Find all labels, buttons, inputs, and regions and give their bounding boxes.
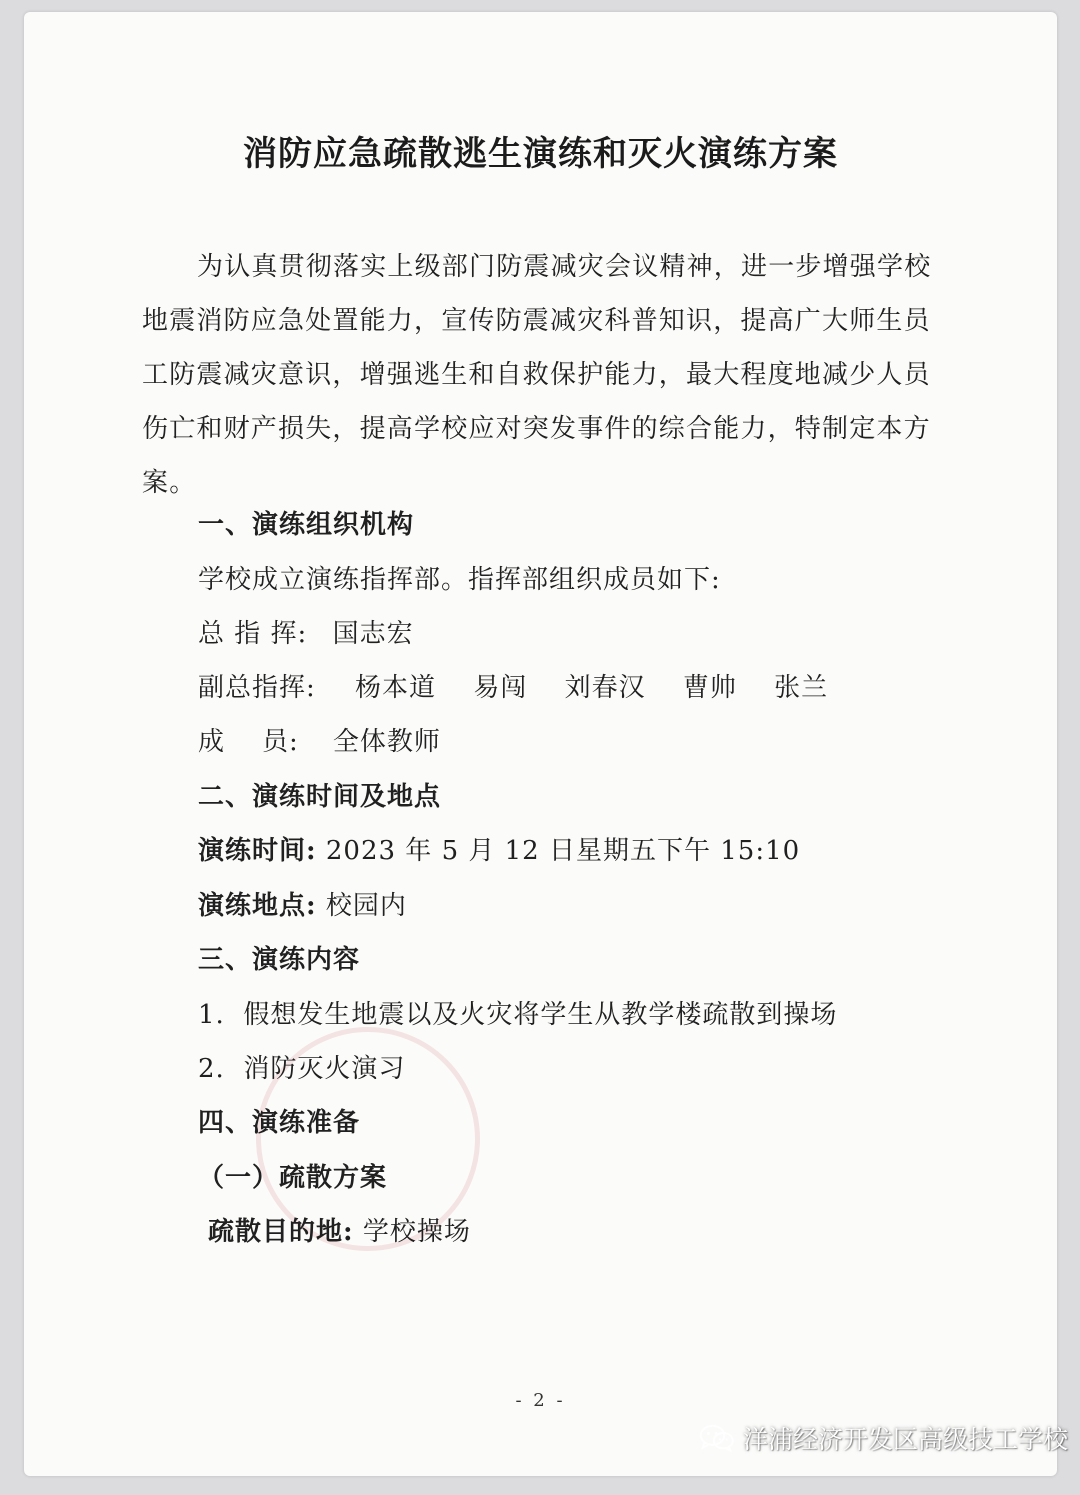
organization-description: 学校成立演练指挥部。指挥部组织成员如下: bbox=[198, 565, 721, 595]
section-heading-preparation: 四、演练准备 bbox=[198, 1108, 361, 1138]
section-heading-content: 三、演练内容 bbox=[198, 945, 361, 975]
drill-time-value: 2023 年 5 月 12 日星期五下午 15:10 bbox=[325, 836, 801, 866]
deputy-name: 刘春汉 bbox=[564, 673, 646, 703]
intro-paragraph: 为认真贯彻落实上级部门防震减灾会议精神，进一步增强学校地震消防应急处置能力，宣传防震减灾科普知识，提高广大师生员工防震减灾意识，增强逃生和自救保护能力，最大程度地减少人员伤亡和财产损失，提高学校应对突发事件的综合能力，特制定本方案。 bbox=[142, 252, 932, 498]
commander-label: 总 指 挥: bbox=[198, 619, 308, 649]
content-item: 1. 假想发生地震以及火灾将学生从教学楼疏散到操场 bbox=[198, 1000, 838, 1030]
watermark-text: 洋浦经济开发区高级技工学校 bbox=[742, 1425, 1068, 1454]
drill-place-row bbox=[198, 885, 407, 922]
members-label: 成 员: bbox=[198, 727, 299, 757]
drill-place-label: 演练地点: bbox=[198, 891, 317, 921]
deputy-name: 张兰 bbox=[774, 673, 829, 703]
drill-time-row bbox=[198, 830, 800, 867]
content-item: 2. 消防灭火演习 bbox=[198, 1054, 406, 1084]
deputy-label: 副总指挥: bbox=[198, 673, 316, 703]
members-row bbox=[198, 721, 441, 758]
subsection-heading-evacuation: （一）疏散方案 bbox=[198, 1163, 388, 1193]
section-heading-time-place: 二、演练时间及地点 bbox=[198, 782, 442, 812]
drill-time-label: 演练时间: bbox=[198, 836, 317, 866]
page-title: 消防应急疏散逃生演练和灭火演练方案 bbox=[243, 134, 838, 174]
commander-row bbox=[198, 613, 414, 650]
commander-name: 国志宏 bbox=[332, 619, 414, 649]
deputy-commander-row bbox=[198, 667, 856, 704]
deputy-name: 易闯 bbox=[473, 673, 528, 703]
deputy-name: 曹帅 bbox=[682, 673, 737, 703]
wechat-icon bbox=[699, 1423, 735, 1453]
evacuation-destination-row bbox=[208, 1211, 471, 1248]
document-page bbox=[24, 12, 1057, 1476]
evacuation-destination-label: 疏散目的地: bbox=[208, 1217, 354, 1247]
members-value: 全体教师 bbox=[332, 727, 441, 757]
account-watermark bbox=[699, 1420, 1068, 1456]
evacuation-destination-value: 学校操场 bbox=[362, 1217, 471, 1247]
deputy-name: 杨本道 bbox=[355, 673, 437, 703]
section-heading-organization: 一、演练组织机构 bbox=[198, 510, 415, 540]
page-number: - 2 - bbox=[515, 1390, 566, 1411]
drill-place-value: 校园内 bbox=[325, 891, 407, 921]
